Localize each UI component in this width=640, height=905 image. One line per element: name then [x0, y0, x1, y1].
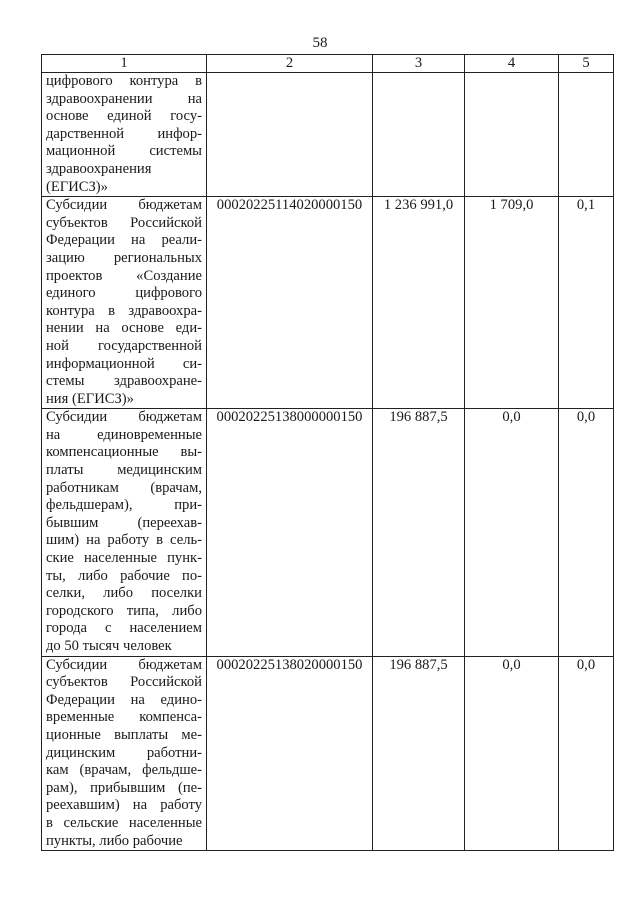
description-line: единого цифрового — [46, 285, 202, 302]
description-line: временные компенса- — [46, 709, 202, 726]
description-line: фельдшерам), при- — [46, 497, 202, 514]
value-cell-col4: 1 709,0 — [465, 197, 559, 409]
description-line: цифрового контура в — [46, 73, 202, 89]
value-cell-col4: 0,0 — [465, 409, 559, 656]
description-line: дицинским работни- — [46, 744, 202, 761]
description-line: информационной си- — [46, 355, 202, 372]
description-line: городского типа, либо — [46, 602, 202, 619]
table-header-row — [42, 55, 614, 73]
description-line: ной государственной — [46, 337, 202, 354]
description-line: на единовременные — [46, 426, 202, 443]
description-line: ционные выплаты ме- — [46, 726, 202, 743]
description-line: реехавшим) на работу — [46, 797, 202, 814]
code-cell: 00020225114020000150 — [207, 197, 373, 409]
description-line: работникам (врачам, — [46, 479, 202, 496]
description-line: платы медицинским — [46, 462, 202, 479]
description-cell — [42, 197, 207, 409]
value-cell-col3: 1 236 991,0 — [373, 197, 465, 409]
description-line: (ЕГИСЗ)» — [46, 178, 108, 195]
description-line: города с населением — [46, 620, 202, 637]
description-line: пункты, либо рабочие — [46, 832, 183, 849]
description-line: селки, либо поселки — [46, 585, 202, 602]
code-cell: 00020225138020000150 — [207, 656, 373, 851]
description-line: зацию региональных — [46, 249, 202, 266]
description-line: рам), прибывшим (пе- — [46, 779, 202, 796]
budget-table — [41, 54, 614, 851]
value-cell-col5 — [559, 73, 614, 197]
description-line: шим) на работу в сель- — [46, 532, 202, 549]
header-cell-4: 4 — [465, 55, 559, 73]
description-cell — [42, 409, 207, 656]
description-line: ты, либо рабочие по- — [46, 567, 202, 584]
page-number: 58 — [312, 35, 328, 51]
value-cell-col4 — [465, 73, 559, 197]
description-line: основе единой госу- — [46, 108, 202, 125]
header-cell-2: 2 — [207, 55, 373, 73]
description-line: субъектов Российской — [46, 674, 202, 691]
header-cell-1: 1 — [42, 55, 207, 73]
description-cell — [42, 656, 207, 851]
value-cell-col3: 196 887,5 — [373, 656, 465, 851]
description-line: Субсидии бюджетам — [46, 409, 202, 426]
value-cell-col3: 196 887,5 — [373, 409, 465, 656]
description-line: здравоохранении на — [46, 90, 202, 107]
table-row — [42, 197, 614, 409]
description-line: проектов «Создание — [46, 267, 202, 284]
description-line: ские населенные пунк- — [46, 550, 202, 567]
table-row — [42, 409, 614, 656]
value-cell-col4: 0,0 — [465, 656, 559, 851]
table-row — [42, 73, 614, 197]
description-cell — [42, 73, 207, 197]
table-row — [42, 656, 614, 851]
description-line: Федерации на едино- — [46, 691, 202, 708]
description-line: Федерации на реали- — [46, 232, 202, 249]
description-line: здравоохранения — [46, 160, 152, 177]
description-line: в сельские населенные — [46, 814, 202, 831]
description-line: Субсидии бюджетам — [46, 656, 202, 673]
description-line: ния (ЕГИСЗ)» — [46, 390, 134, 407]
header-cell-3: 3 — [373, 55, 465, 73]
description-line: мационной системы — [46, 143, 202, 160]
value-cell-col5: 0,0 — [559, 656, 614, 851]
description-line: Субсидии бюджетам — [46, 197, 202, 214]
description-line: нении на основе еди- — [46, 320, 202, 337]
description-line: стемы здравоохране- — [46, 373, 202, 390]
description-line: субъектов Российской — [46, 214, 202, 231]
description-line: бывшим (переехав- — [46, 514, 202, 531]
code-cell: 00020225138000000150 — [207, 409, 373, 656]
header-cell-5: 5 — [559, 55, 614, 73]
value-cell-col5: 0,1 — [559, 197, 614, 409]
description-line: кам (врачам, фельдше- — [46, 762, 202, 779]
description-line: дарственной инфор- — [46, 125, 202, 142]
code-cell — [207, 73, 373, 197]
value-cell-col5: 0,0 — [559, 409, 614, 656]
description-line: контура в здравоохра- — [46, 302, 202, 319]
value-cell-col3 — [373, 73, 465, 197]
description-line: компенсационные вы- — [46, 444, 202, 461]
description-line: до 50 тысяч человек — [46, 638, 172, 654]
